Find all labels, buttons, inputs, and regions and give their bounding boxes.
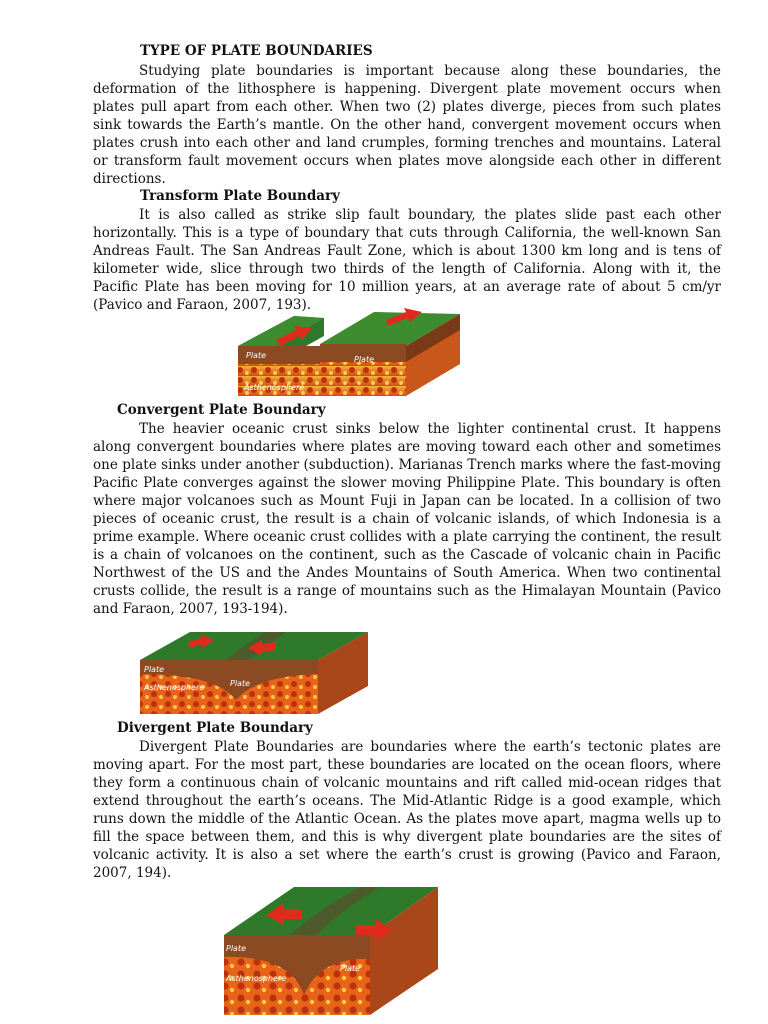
figure-label-asthenosphere: Asthenosphere: [244, 383, 305, 392]
transform-paragraph: It is also called as strike slip fault boundary, the plates slide past each other horizontally. This is a type of boundary that cuts through California, the well-known San Andreas Fault. The San Andreas Fault Zone, which is about 1300 km long and is tens of kilometer wide, slice through two thirds of the length of California. Along with it, the Pacific Plate has been moving for 10 million years, at an average rate of about 5 cm/yr (Pavico and Faraon, 2007, 193).: [93, 207, 721, 313]
figure-label-plate-left: Plate: [144, 665, 165, 674]
transform-heading: Transform Plate Boundary: [140, 188, 340, 204]
divergent-heading: Divergent Plate Boundary: [117, 720, 313, 736]
transform-boundary-diagram: [236, 306, 464, 398]
convergent-heading: Convergent Plate Boundary: [117, 402, 326, 418]
figure-label-asthenosphere: Asthenosphere: [144, 683, 205, 692]
figure-label-plate-left: Plate: [246, 351, 267, 360]
divergent-boundary-diagram: [220, 885, 442, 1017]
page-title: TYPE OF PLATE BOUNDARIES: [140, 43, 373, 59]
figure-label-plate-right: Plate: [340, 964, 361, 973]
divergent-paragraph: Divergent Plate Boundaries are boundaries where the earth’s tectonic plates are moving apart. For the most part, these boundaries are located on the ocean floors, where they form a continuous chain of volcanic mountains and rift called mid-ocean ridges that extend throughout the earth’s oceans. The Mid-Atlantic Ridge is a good example, which runs down the middle of the Atlantic Ocean. As the plates move apart, magma wells up to fill the space between them, and this is why divergent plate boundaries are the sites of volcanic activity. It is also a set where the earth’s crust is growing (Pavico and Faraon, 2007, 194).: [93, 739, 721, 881]
intro-paragraph: Studying plate boundaries is important because along these boundaries, the deformation of the lithosphere is happening. Divergent plate movement occurs when plates pull apart from each other. When two (2) plates diverge, pieces from such plates sink towards the Earth’s mantle. On the other hand, convergent movement occurs when plates crush into each other and land crumples, forming trenches and mountains. Lateral or transform fault movement occurs when plates move alongside each other in different directions.: [93, 63, 721, 187]
convergent-boundary-diagram: [136, 630, 372, 716]
figure-label-plate-right: Plate: [354, 355, 375, 364]
figure-label-plate-left: Plate: [226, 944, 247, 953]
convergent-paragraph: The heavier oceanic crust sinks below the lighter continental crust. It happens along convergent boundaries where plates are moving toward each other and sometimes one plate sinks under another (subduction). Marianas Trench marks where the fast-moving Pacific Plate converges against the slower moving Philippine Plate. This boundary is often where major volcanoes such as Mount Fuji in Japan can be located. In a collision of two pieces of oceanic crust, the result is a chain of volcanic islands, of which Indonesia is a prime example. Where oceanic crust collides with a plate carrying the continent, the result is a chain of volcanoes on the continent, such as the Cascade of volcanic chain in Pacific Northwest of the US and the Andes Mountains of South America. When two continental crusts collide, the result is a range of mountains such as the Himalayan Mountain (Pavico and Faraon, 2007, 193-194).: [93, 421, 721, 617]
figure-label-plate-right: Plate: [230, 679, 251, 688]
figure-label-asthenosphere: Asthenosphere: [226, 974, 287, 983]
